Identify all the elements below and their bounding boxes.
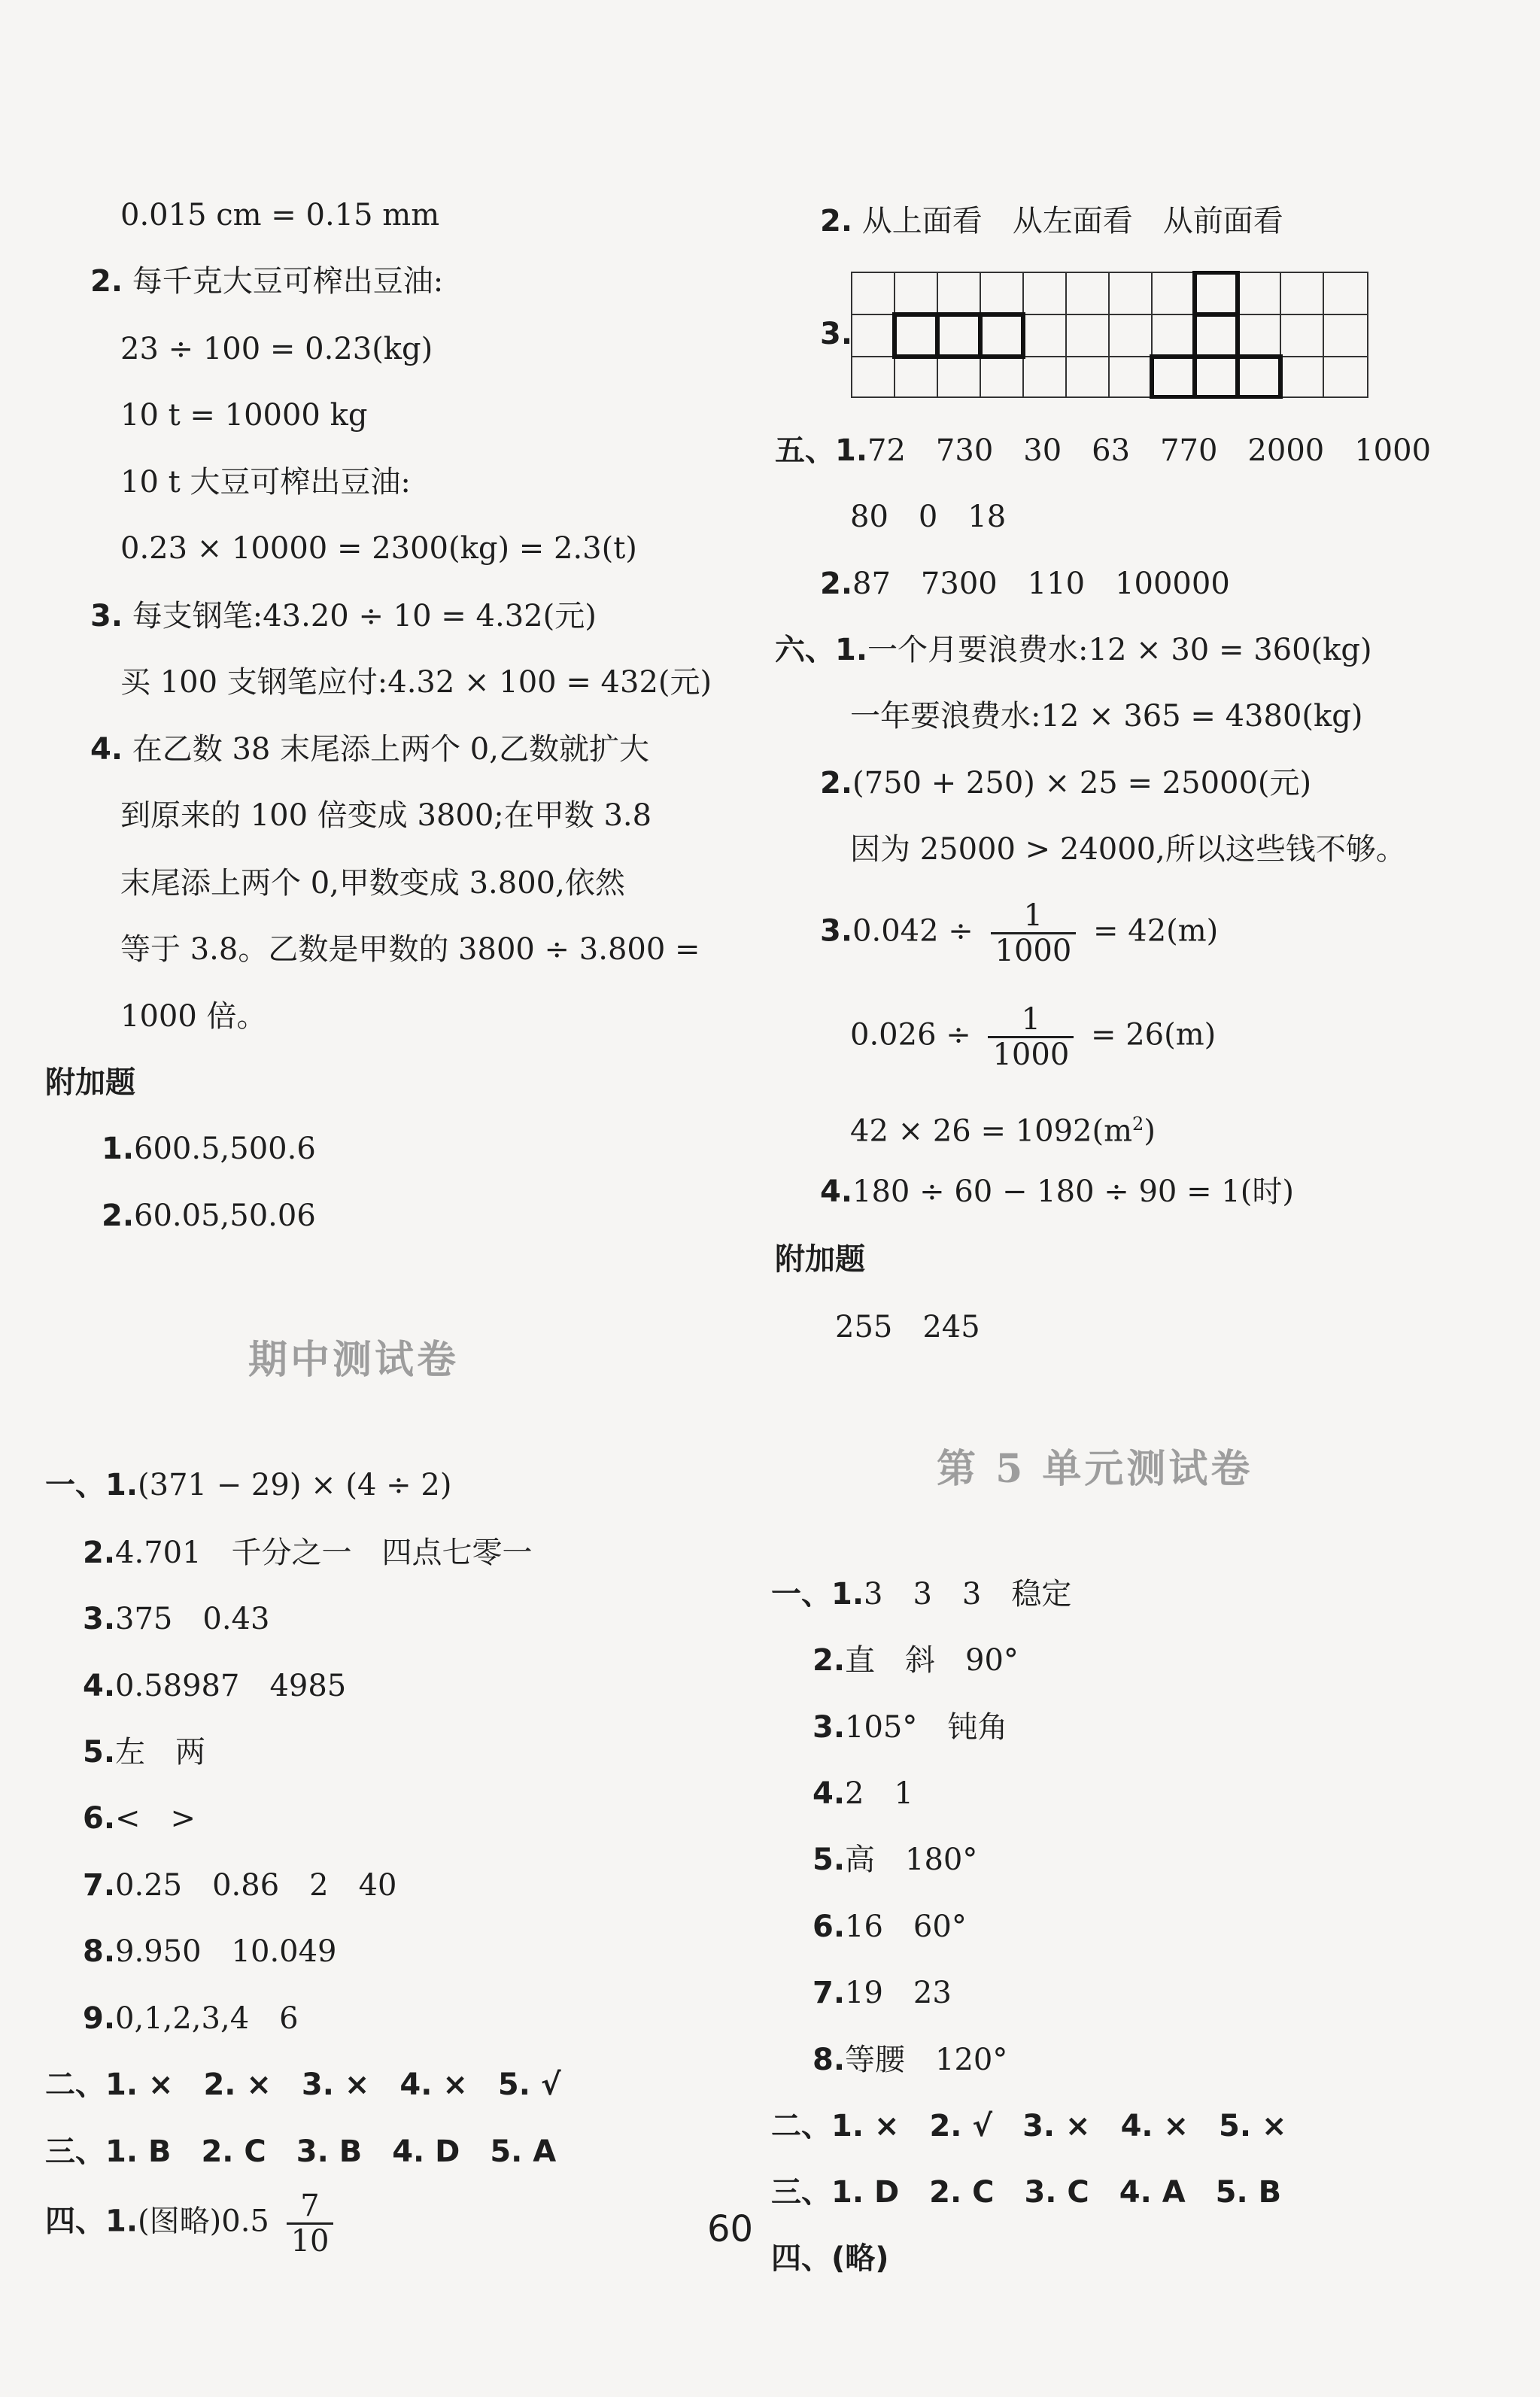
answer-line: $42 \times 26 = 1092(m^2)$ — [850, 1113, 1156, 1149]
fraction: $\frac{1}{1000}$ — [988, 1003, 1074, 1071]
answer-line: 10 t = 10000 kg — [120, 398, 368, 433]
answer-line: 3.0.042 ÷ $\frac{1}{1000}$ = 42(m) — [820, 898, 1219, 968]
answer-line: 7.0.25 0.86 2 40 — [83, 1868, 397, 1903]
section-title: 附加题 — [45, 1065, 135, 1100]
answer-line: 一年要浪费水:12 × 365 = 4380(kg) — [850, 699, 1363, 734]
answer-line: 23 ÷ 100 = 0.23(kg) — [120, 332, 433, 366]
answer-line: 一、1.(371 − 29) × (4 ÷ 2) — [45, 1468, 452, 1502]
answer-line: 9.0,1,2,3,4 6 — [83, 2001, 299, 2036]
section-heading: 期中测试卷 — [248, 1337, 460, 1383]
answer-line: 5.左 两 — [83, 1735, 206, 1770]
answer-line: 8.9.950 10.049 — [83, 1934, 337, 1969]
answer-line: 0.23 × 10000 = 2300(kg) = 2.3(t) — [120, 531, 637, 566]
answer-line: 到原来的 100 倍变成 3800;在甲数 3.8 — [120, 798, 652, 833]
answer-line: 3.375 0.43 — [83, 1602, 270, 1636]
answer-line: 5.高 180° — [813, 1843, 978, 1877]
answer-line: 三、1. B 2. C 3. B 4. D 5. A — [45, 2134, 557, 2169]
answer-line: 因为 25000 > 24000,所以这些钱不够。 — [850, 832, 1406, 867]
answer-line: 3. — [820, 317, 853, 351]
answer-line: 末尾添上两个 0,甲数变成 3.800,依然 — [120, 866, 625, 901]
answer-line: 4.180 ÷ 60 − 180 ÷ 90 = 1(时) — [820, 1174, 1294, 1209]
answer-line: 2.(750 + 250) × 25 = 25000(元) — [820, 766, 1312, 801]
answer-line: 2.60.05,50.06 — [102, 1198, 316, 1233]
answer-line: 二、1. × 2. √ 3. × 4. × 5. × — [771, 2109, 1287, 2143]
fraction: $\frac{1}{1000}$ — [991, 899, 1077, 968]
answer-line: 10 t 大豆可榨出豆油: — [120, 465, 411, 500]
answer-line: 255 245 — [835, 1310, 980, 1344]
answer-line: 6.< > — [83, 1801, 196, 1836]
answer-line: 1.600.5,500.6 — [102, 1132, 316, 1166]
answer-line: 6.16 60° — [813, 1909, 967, 1944]
answer-line: 2.87 7300 110 100000 — [820, 567, 1230, 601]
answer-line: 3.105° 钝角 — [813, 1710, 1008, 1745]
view-grid-diagram — [850, 271, 1369, 399]
answer-line: 3. 每支钢笔:43.20 ÷ 10 = 4.32(元) — [90, 599, 597, 633]
section-heading: 第 5 单元测试卷 — [937, 1446, 1253, 1492]
answer-line: 1000 倍。 — [120, 999, 267, 1034]
answer-line: 0.026 ÷ $\frac{1}{1000}$ = 26(m) — [850, 1002, 1217, 1072]
answer-line: 买 100 支钢笔应付:4.32 × 100 = 432(元) — [120, 665, 712, 700]
answer-line: 7.19 23 — [813, 1976, 952, 2010]
answer-line: 2.直 斜 90° — [813, 1643, 1019, 1678]
answer-line: 三、1. D 2. C 3. C 4. A 5. B — [771, 2175, 1282, 2210]
answer-line: 2. 每千克大豆可榨出豆油: — [90, 264, 444, 299]
answer-line: 六、1.一个月要浪费水:12 × 30 = 360(kg) — [775, 633, 1372, 667]
answer-line: 五、1.72 730 30 63 770 2000 1000 — [775, 433, 1432, 468]
answer-line: 4. 在乙数 38 末尾添上两个 0,乙数就扩大 — [90, 732, 649, 767]
answer-line: 80 0 18 — [850, 500, 1007, 534]
fraction: $\frac{7}{10}$ — [287, 2189, 334, 2258]
answer-line: 0.015 cm = 0.15 mm — [120, 198, 440, 232]
answer-line: 8.等腰 120° — [813, 2043, 1008, 2077]
page-number: 60 — [707, 2208, 754, 2250]
answer-line: 2. 从上面看 从左面看 从前面看 — [820, 204, 1283, 238]
answer-line: 2.4.701 千分之一 四点七零一 — [83, 1536, 533, 1570]
answer-line: 等于 3.8。乙数是甲数的 3800 ÷ 3.800 = — [120, 932, 700, 967]
answer-line: 四、1.(图略)0.5 $\frac{7}{10}$ — [45, 2189, 341, 2258]
answer-line: 一、1.3 3 3 稳定 — [771, 1577, 1072, 1612]
answer-line: 4.0.58987 4985 — [83, 1669, 347, 1703]
section-title: 附加题 — [775, 1242, 865, 1277]
answer-line: 四、(略) — [771, 2241, 889, 2276]
answer-line: 二、1. × 2. × 3. × 4. × 5. √ — [45, 2067, 561, 2102]
answer-line: 4.2 1 — [813, 1776, 913, 1811]
